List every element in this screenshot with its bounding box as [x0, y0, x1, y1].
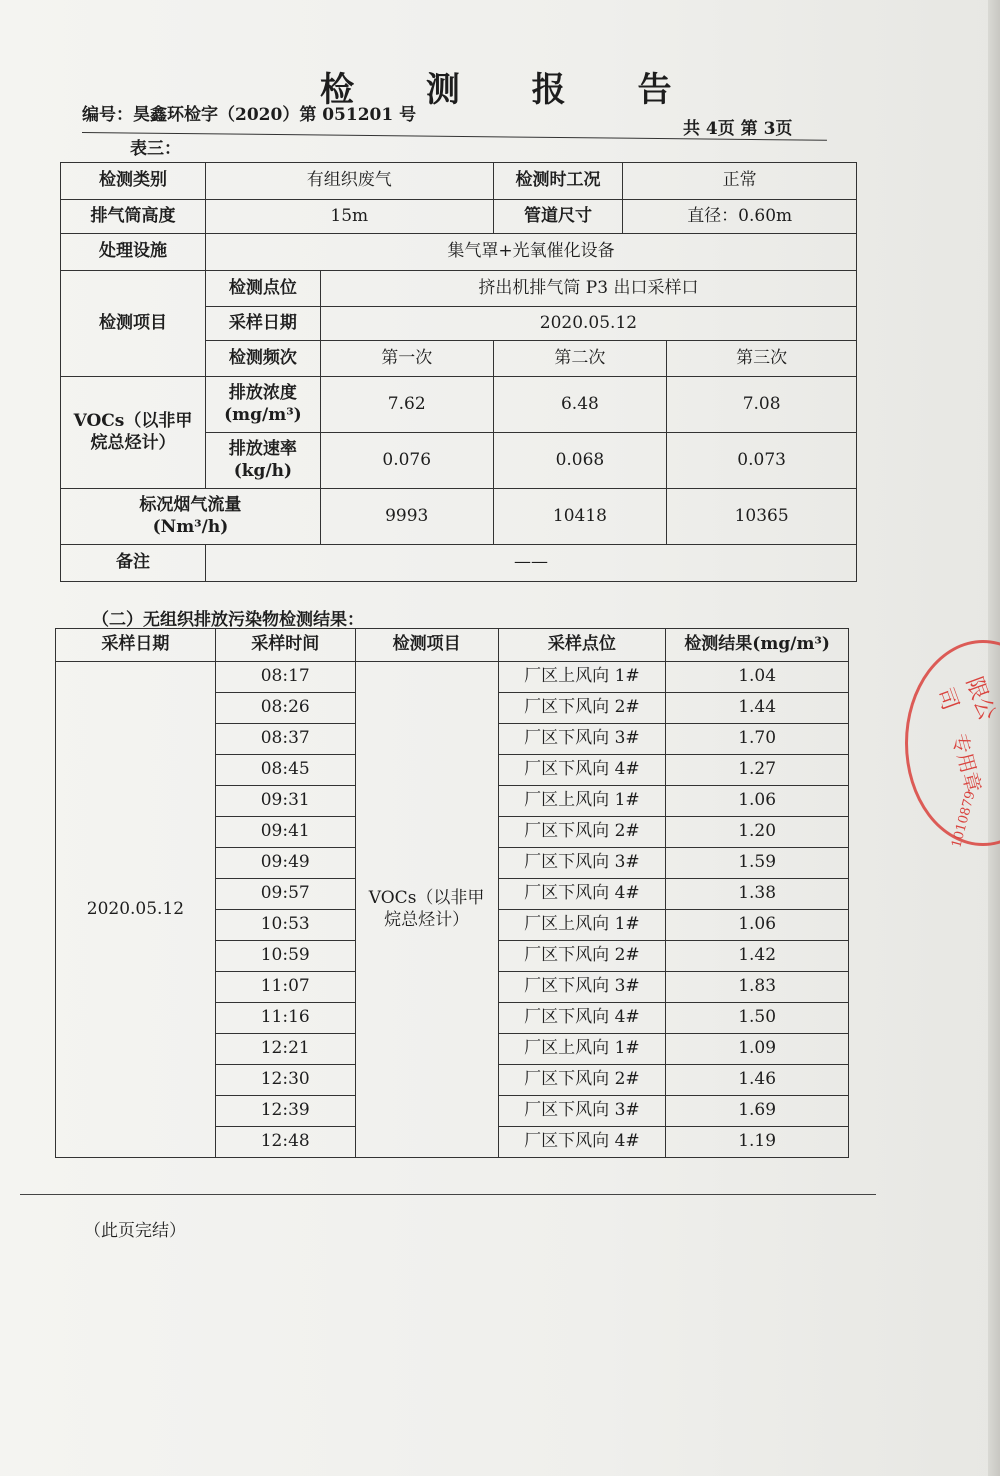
sampling-point-cell: 厂区下风向 4# [498, 1003, 666, 1034]
result-cell: 1.42 [666, 941, 849, 972]
header-sampling-date: 采样日期 [56, 629, 216, 662]
detect-type-value: 有组织废气 [205, 163, 493, 200]
report-title: 检 测 报 告 [320, 70, 702, 110]
result-cell: 1.44 [666, 693, 849, 724]
date-value: 2020.05.12 [320, 307, 856, 341]
pipe-size-label: 管道尺寸 [493, 200, 623, 234]
result-cell: 1.50 [666, 1003, 849, 1034]
flow-value-3: 10365 [667, 489, 857, 545]
sampling-point-cell: 厂区上风向 1# [498, 1034, 666, 1065]
conc-value-1: 7.62 [320, 377, 493, 433]
result-cell: 1.09 [666, 1034, 849, 1065]
rate-value-1: 0.076 [320, 433, 493, 489]
sampling-point-cell: 厂区下风向 4# [498, 879, 666, 910]
result-cell: 1.69 [666, 1096, 849, 1127]
sampling-time-cell: 08:17 [215, 662, 355, 693]
header-sampling-time: 采样时间 [215, 629, 355, 662]
remark-label: 备注 [61, 545, 206, 582]
page-end-note: （此页完结） [84, 1221, 186, 1241]
result-cell: 1.04 [666, 662, 849, 693]
treatment-value: 集气罩+光氧催化设备 [205, 234, 856, 271]
report-number: 编号：昊鑫环检字（2020）第 051201 号 [82, 105, 417, 125]
sampling-point-cell: 厂区下风向 2# [498, 817, 666, 848]
sampling-time-cell: 09:49 [215, 848, 355, 879]
rate-unit: (kg/h) [233, 460, 293, 481]
result-cell: 1.83 [666, 972, 849, 1003]
bottom-rule [20, 1194, 876, 1195]
seal-text-number: 1010879 [949, 789, 979, 850]
sampling-time-cell: 10:59 [215, 941, 355, 972]
sampling-time-cell: 08:37 [215, 724, 355, 755]
conc-value-2: 6.48 [493, 377, 667, 433]
flow-value-2: 10418 [493, 489, 667, 545]
sampling-point-cell: 厂区下风向 2# [498, 693, 666, 724]
sampling-point-cell: 厂区上风向 1# [498, 786, 666, 817]
detect-type-label: 检测类别 [61, 163, 206, 200]
table-label: 表三： [130, 139, 181, 159]
sampling-point-cell: 厂区下风向 2# [498, 941, 666, 972]
sampling-point-cell: 厂区下风向 2# [498, 1065, 666, 1096]
result-cell: 1.70 [666, 724, 849, 755]
condition-label: 检测时工况 [493, 163, 623, 200]
rate-label-text: 排放速率 [228, 439, 297, 460]
conc-label [205, 377, 320, 433]
flow-label [61, 489, 321, 545]
point-value: 挤出机排气筒 P3 出口采样口 [320, 271, 856, 307]
detect-item-cell [355, 662, 498, 1158]
sampling-time-cell: 12:30 [215, 1065, 355, 1096]
conc-unit: (mg/m³) [224, 404, 302, 425]
fugitive-emission-table [55, 628, 849, 1158]
table-row [56, 662, 849, 693]
conc-label-text: 排放浓度 [228, 383, 297, 404]
freq-1: 第一次 [320, 341, 493, 377]
sampling-time-cell: 08:45 [215, 755, 355, 786]
sampling-time-cell: 09:31 [215, 786, 355, 817]
remark-value: —— [205, 545, 856, 582]
voc-label-text: VOCs（以非甲烷总烃计） [73, 411, 193, 453]
sampling-date-cell: 2020.05.12 [56, 662, 216, 1158]
result-cell: 1.06 [666, 910, 849, 941]
detect-item-text: VOCs（以非甲烷总烃计） [368, 888, 485, 930]
sampling-time-cell: 11:16 [215, 1003, 355, 1034]
result-cell: 1.20 [666, 817, 849, 848]
header-sampling-point: 采样点位 [498, 629, 666, 662]
pipe-size-value: 直径：0.60m [623, 200, 857, 234]
conc-value-3: 7.08 [667, 377, 857, 433]
header-detect-item: 检测项目 [355, 629, 498, 662]
result-cell: 1.38 [666, 879, 849, 910]
sampling-point-cell: 厂区下风向 3# [498, 1096, 666, 1127]
result-cell: 1.19 [666, 1127, 849, 1158]
sampling-time-cell: 12:39 [215, 1096, 355, 1127]
date-label: 采样日期 [205, 307, 320, 341]
sampling-time-cell: 09:57 [215, 879, 355, 910]
page-count: 共 4页 第 3页 [683, 119, 793, 139]
treatment-label: 处理设施 [61, 234, 206, 271]
result-cell: 1.06 [666, 786, 849, 817]
rate-value-3: 0.073 [667, 433, 857, 489]
item-label: 检测项目 [61, 271, 206, 377]
sampling-point-cell: 厂区上风向 1# [498, 910, 666, 941]
stack-height-label: 排气筒高度 [61, 200, 206, 234]
freq-label: 检测频次 [205, 341, 320, 377]
flow-value-1: 9993 [320, 489, 493, 545]
sampling-point-cell: 厂区下风向 4# [498, 755, 666, 786]
stack-height-value: 15m [205, 200, 493, 234]
sampling-time-cell: 10:53 [215, 910, 355, 941]
sampling-time-cell: 08:26 [215, 693, 355, 724]
sampling-point-cell: 厂区下风向 3# [498, 848, 666, 879]
freq-3: 第三次 [667, 341, 857, 377]
rate-label [205, 433, 320, 489]
section2-title: （二）无组织排放污染物检测结果： [92, 610, 364, 630]
rate-value-2: 0.068 [493, 433, 667, 489]
voc-label [61, 377, 206, 489]
flow-unit: (Nm³/h) [152, 516, 229, 537]
result-cell: 1.27 [666, 755, 849, 786]
result-cell: 1.59 [666, 848, 849, 879]
seal-text-stamp: 专用章 [947, 730, 986, 795]
sampling-point-cell: 厂区下风向 3# [498, 972, 666, 1003]
sampling-point-cell: 厂区下风向 4# [498, 1127, 666, 1158]
result-cell: 1.46 [666, 1065, 849, 1096]
condition-value: 正常 [623, 163, 857, 200]
sampling-time-cell: 12:48 [215, 1127, 355, 1158]
sampling-time-cell: 11:07 [215, 972, 355, 1003]
organized-emission-table [60, 162, 857, 582]
sampling-point-cell: 厂区下风向 3# [498, 724, 666, 755]
freq-2: 第二次 [493, 341, 667, 377]
flow-label-text: 标况烟气流量 [139, 495, 242, 516]
point-label: 检测点位 [205, 271, 320, 307]
sampling-time-cell: 12:21 [215, 1034, 355, 1065]
seal-text-company: 限公司 [931, 673, 1000, 724]
sampling-point-cell: 厂区上风向 1# [498, 662, 666, 693]
sampling-time-cell: 09:41 [215, 817, 355, 848]
header-result: 检测结果(mg/m³) [666, 629, 849, 662]
